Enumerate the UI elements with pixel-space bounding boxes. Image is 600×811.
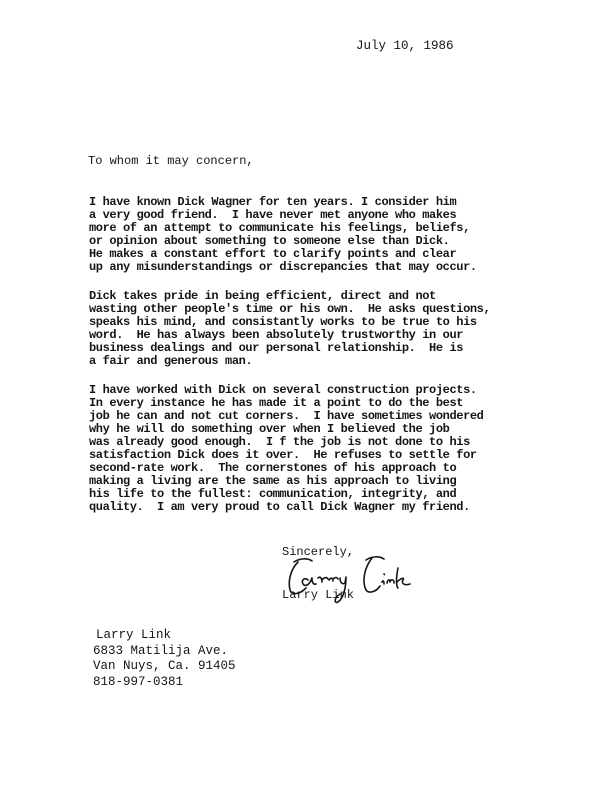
paragraph-line: business dealings and our personal relationship. He is <box>89 341 464 355</box>
paragraph-line: word. He has always been absolutely trustworthy in our <box>89 328 464 342</box>
paragraph-line: I have known Dick Wagner for ten years. I consider him <box>89 195 457 209</box>
paragraph-line: I have worked with Dick on several construction projects. <box>89 383 477 397</box>
address-phone: 818-997-0381 <box>93 674 184 689</box>
paragraph-line: why he will do something over when I believed the job <box>89 422 450 436</box>
paragraph-line: a very good friend. I have never met anyone who makes <box>89 208 457 222</box>
paragraph-line: Dick takes pride in being efficient, direct and not <box>89 289 436 303</box>
paragraph-line: quality. I am very proud to call Dick Wagner my friend. <box>89 500 470 514</box>
address-city: Van Nuys, Ca. 91405 <box>93 659 236 673</box>
paragraph-line: satisfaction Dick does it over. He refuses to settle for <box>89 448 477 462</box>
paragraph-line: He makes a constant effort to clarify points and clear <box>89 247 457 261</box>
paragraph-line: his life to the fullest: communication, integrity, and <box>89 487 457 501</box>
paragraph-line: job he can and not cut corners. I have sometimes wondered <box>89 409 484 423</box>
closing: Sincerely, <box>282 545 355 559</box>
salutation: To whom it may concern, <box>88 154 254 168</box>
paragraph-line: was already good enough. I f the job is not done to his <box>89 435 470 449</box>
paragraph-2 <box>89 290 490 368</box>
paragraph-3 <box>89 384 483 514</box>
paragraph-line: In every instance he has made it a point to do the best <box>89 396 464 410</box>
paragraph-1 <box>89 196 477 274</box>
paragraph-line: wasting other people's time or his own. He asks questions, <box>89 302 491 316</box>
paragraph-line: a fair and generous man. <box>89 354 253 368</box>
letter-date: July 10, 1986 <box>356 39 454 53</box>
paragraph-line: up any misunderstandings or discrepancies that may occur. <box>89 260 477 274</box>
paragraph-line: more of an attempt to communicate his feelings, beliefs, <box>89 221 470 235</box>
paragraph-line: or opinion about something to someone else than Dick. <box>89 234 450 248</box>
typed-name: Larry Link <box>282 588 355 602</box>
paragraph-line: speaks his mind, and consistantly works to be true to his <box>89 315 477 329</box>
sender-address <box>93 628 236 690</box>
svg-text:Larry Link: Larry Link <box>350 606 357 607</box>
address-name: Larry Link <box>96 628 172 642</box>
paragraph-line: second-rate work. The cornerstones of his approach to <box>89 461 457 475</box>
address-street: 6833 Matilija Ave. <box>93 643 229 658</box>
paragraph-line: making a living are the same as his approach to living <box>89 474 457 488</box>
